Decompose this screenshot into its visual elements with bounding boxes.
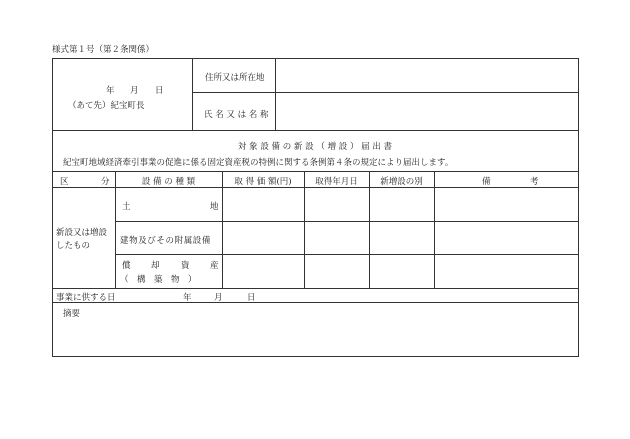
column-header-bottom-line [52,187,579,188]
header-bottom-line [52,130,579,131]
intro-bottom-line [52,171,579,172]
intro-text: 紀宝町地域経済牽引事業の促進に係る固定資産税の特例に関する条例第４条の規定により届出します。 [63,158,454,168]
table-vertical-1 [115,171,116,288]
address-name-divider [192,92,579,93]
row-label: 新設又は増設したもの [56,228,108,251]
business-date-bottom-line [52,302,579,303]
form-label: 様式第１号（第２条関係） [52,45,155,55]
remarks-label: 摘要 [63,309,81,319]
business-date-year: 年 [183,293,192,303]
table-vertical-4 [369,171,370,288]
business-date-label: 事業に供する日 [56,293,116,303]
row-depr-4: 産 [210,261,219,271]
table-bottom-line [52,288,579,289]
table-vertical-3 [304,171,305,288]
col-new-add: 新増設の別 [380,177,423,187]
name-label: 氏 名 又 は 名 称 [204,110,269,120]
date-month-label: 月 [130,86,139,96]
land-row-bottom-line [115,221,579,222]
row-land-1: 土 [122,202,131,212]
table-vertical-2 [222,171,223,288]
row-land-2: 地 [210,202,219,212]
row-depr-3: 資 [181,261,190,271]
col-kubun-1: 区 [60,177,69,187]
col-kubun-2: 分 [101,177,110,187]
col-price: 取 得 価 額(円) [234,177,292,187]
date-year-label: 年 [106,86,115,96]
col-note-2: 考 [530,177,539,187]
header-vertical-2 [275,58,276,130]
business-date-day: 日 [247,293,256,303]
col-note-1: 備 [482,177,491,187]
address-label: 住所又は所在地 [205,73,265,83]
row-depr-2: 却 [151,261,160,271]
header-vertical-1 [192,58,193,130]
table-vertical-5 [434,171,435,288]
addressee: （あて先）紀宝町長 [68,101,145,111]
form-title: 対 象 設 備 の 新 設 （ 増 設 ） 届 出 書 [237,142,393,152]
col-date: 取得年月日 [315,177,358,187]
col-kind: 設 備 の 種 類 [141,177,196,187]
row-depr-1: 償 [122,261,131,271]
business-date-month: 月 [214,293,223,303]
row-depr-sub: （ 構 築 物 ） [120,275,197,285]
row-building: 建物及びその附属設備 [120,236,212,246]
building-row-bottom-line [115,254,579,255]
date-day-label: 日 [155,86,164,96]
